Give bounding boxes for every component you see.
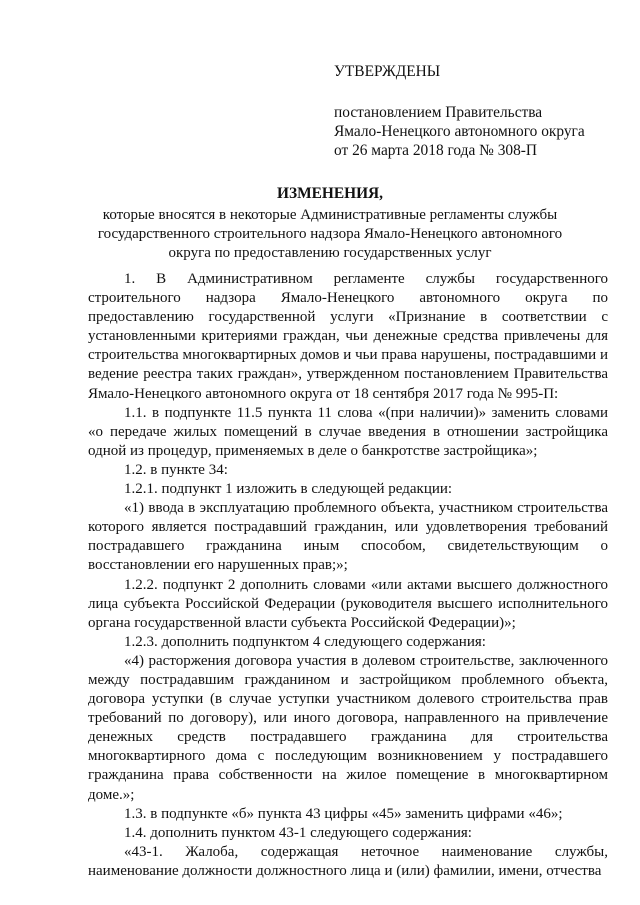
paragraph-1-2-3: 1.2.3. дополнить подпунктом 4 следующего содержания: bbox=[124, 633, 486, 650]
document-body bbox=[88, 270, 608, 881]
document-title: ИЗМЕНЕНИЯ, bbox=[276, 185, 384, 202]
paragraph-1-3: 1.3. в подпункте «б» пункта 43 цифры «45» заменить цифрами «46»; bbox=[124, 805, 563, 822]
paragraph-1: 1. В Административном регламенте службы государственного строительного надзора Ямало-Ненецкого автономного округа по предоставлению государственной услуги «Признание в соответствии с установленными критериями граждан, чьи денежные средства привлечены для строительства многоквартирных домов и чьи права нарушены, пострадавшими и ведение реестра таких граждан», утвержденном постановлением Правительства Ямало-Ненецкого автономного округа от 18 сентября 2017 года № 995-П: bbox=[88, 271, 608, 402]
paragraph-1-2-2: 1.2.2. подпункт 2 дополнить словами «или актами высшего должностного лица субъекта Российской Федерации (руководителя высшего исполнительного органа государственной власти субъекта Российской Федерации)»; bbox=[88, 576, 608, 631]
approval-line: постановлением Правительства bbox=[334, 104, 543, 121]
paragraph-43-1: «43-1. Жалоба, содержащая неточное наименование службы, наименование должности должностного лица и (или) фамилии, имени, отчества bbox=[88, 843, 608, 879]
approval-stamp bbox=[334, 62, 624, 160]
paragraph-1-2-1: 1.2.1. подпункт 1 изложить в следующей редакции: bbox=[124, 481, 453, 498]
approval-line: Ямало-Ненецкого автономного округа bbox=[334, 123, 585, 140]
paragraph-1-4: 1.4. дополнить пунктом 43-1 следующего содержания: bbox=[124, 824, 472, 841]
paragraph-1-1: 1.1. в подпункте 11.5 пункта 11 слова «(при наличии)» заменить словами «о передаче жилых помещений в случае введения в отношении застройщика одной из процедур, применяемых в деле о банкротстве застройщика»; bbox=[88, 404, 608, 459]
approval-line: от 26 марта 2018 года № 308-П bbox=[334, 142, 538, 159]
paragraph-1-2: 1.2. в пункте 34: bbox=[124, 461, 228, 478]
document-subtitle: которые вносятся в некоторые Административные регламенты службы государственного строительного надзора Ямало-Ненецкого автономного округа по предоставлению государственных услуг bbox=[97, 207, 563, 261]
paragraph-quote-1: «1) ввода в эксплуатацию проблемного объекта, участником строительства которого является пострадавший гражданин, или удовлетворения требований пострадавшего гражданина иным способом, свидетельствующим о восстановлении его нарушенных прав;»; bbox=[88, 500, 608, 574]
paragraph-quote-4: «4) расторжения договора участия в долевом строительстве, заключенного между пострадавшим гражданином и застройщиком проблемного объекта, договора уступки (в случае уступки участником долевого строительства прав требований по договору), или иного договора, направленного на привлечение денежных средств пострадавшего гражданина для строительства многоквартирного дома с последующим возникновением у пострадавшего гражданина права собственности на жилое помещение в многоквартирном доме.»; bbox=[88, 652, 608, 803]
approval-heading: УТВЕРЖДЕНЫ bbox=[334, 63, 441, 80]
